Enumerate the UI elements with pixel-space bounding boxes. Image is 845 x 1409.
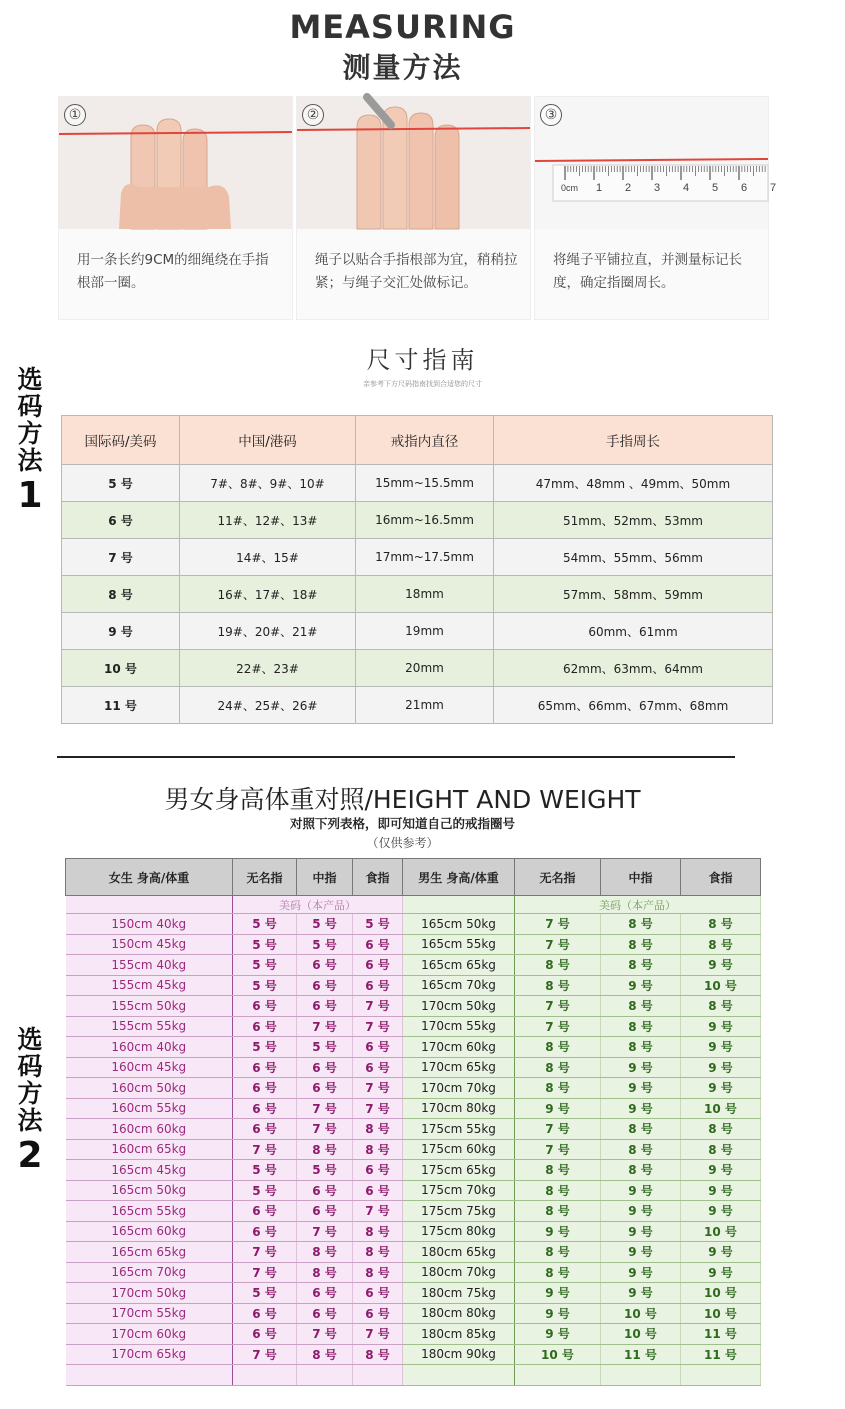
male-ring-finger: 7 号 — [515, 996, 601, 1017]
size-guide-header-row — [62, 416, 773, 465]
male-ring-finger: 9 号 — [515, 1324, 601, 1345]
male-height-weight: 165cm 50kg — [403, 914, 515, 935]
table-row — [66, 1283, 761, 1304]
height-weight-header-row — [66, 859, 761, 896]
female-index-finger: 7 号 — [353, 996, 403, 1017]
male-index-finger: 10 号 — [681, 1283, 761, 1304]
male-index-finger: 8 号 — [681, 914, 761, 935]
table-row — [62, 539, 773, 576]
step-1-text: 用一条长约9CM的细绳绕在手指根部一圈。 — [77, 252, 269, 291]
female-ring-finger: 6 号 — [233, 1078, 297, 1099]
male-ring-finger: 7 号 — [515, 1016, 601, 1037]
female-ring-finger: 5 号 — [233, 914, 297, 935]
cell-diameter: 17mm~17.5mm — [356, 539, 494, 576]
male-ring-finger: 8 号 — [515, 1160, 601, 1181]
female-index-finger: 8 号 — [353, 1139, 403, 1160]
male-ring-finger: 8 号 — [515, 1242, 601, 1263]
female-height-weight: 160cm 55kg — [66, 1098, 233, 1119]
table-row — [66, 934, 761, 955]
male-unit-subheader: 美码（本产品） — [515, 896, 761, 914]
step-3-text: 将绳子平铺拉直，并测量标记长度，确定指圈周长。 — [553, 252, 742, 291]
col-header-ring-finger-f: 无名指 — [233, 859, 297, 896]
female-index-finger: 6 号 — [353, 955, 403, 976]
male-index-finger: 9 号 — [681, 1201, 761, 1222]
male-middle-finger: 10 号 — [601, 1324, 681, 1345]
female-index-finger: 7 号 — [353, 1098, 403, 1119]
male-index-finger: 9 号 — [681, 1057, 761, 1078]
female-middle-finger: 8 号 — [297, 1139, 353, 1160]
male-index-finger: 10 号 — [681, 1303, 761, 1324]
male-index-finger: 8 号 — [681, 1139, 761, 1160]
table-row — [66, 1037, 761, 1058]
cell-circumference: 62mm、63mm、64mm — [494, 650, 773, 687]
step-2-number: ② — [302, 104, 324, 126]
table-row — [66, 1119, 761, 1140]
male-ring-finger: 9 号 — [515, 1098, 601, 1119]
female-ring-finger: 6 号 — [233, 1119, 297, 1140]
male-height-weight: 175cm 55kg — [403, 1119, 515, 1140]
female-middle-finger: 6 号 — [297, 1283, 353, 1304]
male-index-finger: 10 号 — [681, 1098, 761, 1119]
table-row — [66, 1160, 761, 1181]
table-row — [62, 502, 773, 539]
female-ring-finger: 6 号 — [233, 1221, 297, 1242]
male-ring-finger: 8 号 — [515, 1201, 601, 1222]
male-middle-finger: 9 号 — [601, 1098, 681, 1119]
female-index-finger: 6 号 — [353, 1180, 403, 1201]
female-index-finger: 8 号 — [353, 1344, 403, 1365]
cell-cn: 16#、17#、18# — [180, 576, 356, 613]
male-index-finger: 11 号 — [681, 1324, 761, 1345]
male-height-weight: 170cm 55kg — [403, 1016, 515, 1037]
size-guide-subtitle: 亲参考下方尺码指南找到合适您的尺寸 — [363, 380, 482, 388]
male-height-weight: 180cm 85kg — [403, 1324, 515, 1345]
male-ring-finger: 8 号 — [515, 1078, 601, 1099]
ruler-label: 6 — [741, 182, 748, 194]
empty-cell — [297, 1365, 353, 1386]
male-height-weight: 175cm 75kg — [403, 1201, 515, 1222]
section-divider — [57, 756, 735, 758]
female-height-weight: 165cm 60kg — [66, 1221, 233, 1242]
cell-size: 10 号 — [62, 650, 180, 687]
female-subheader-spacer — [66, 896, 233, 914]
col-header-ring-finger-m: 无名指 — [515, 859, 601, 896]
male-height-weight: 170cm 70kg — [403, 1078, 515, 1099]
male-index-finger: 8 号 — [681, 934, 761, 955]
female-index-finger: 5 号 — [353, 914, 403, 935]
male-ring-finger: 7 号 — [515, 1119, 601, 1140]
table-row — [66, 955, 761, 976]
table-row — [66, 1221, 761, 1242]
height-weight-title: 男女身高体重对照/HEIGHT AND WEIGHT — [164, 785, 641, 814]
female-ring-finger: 7 号 — [233, 1139, 297, 1160]
male-ring-finger: 9 号 — [515, 1303, 601, 1324]
hand-string-illustration — [59, 97, 292, 229]
cell-size: 5 号 — [62, 465, 180, 502]
female-middle-finger: 7 号 — [297, 1119, 353, 1140]
female-ring-finger: 7 号 — [233, 1344, 297, 1365]
method-1-text: 选码方法 — [17, 365, 43, 475]
female-height-weight: 170cm 65kg — [66, 1344, 233, 1365]
male-ring-finger: 7 号 — [515, 914, 601, 935]
female-middle-finger: 6 号 — [297, 955, 353, 976]
step-3-card — [534, 96, 777, 320]
female-ring-finger: 6 号 — [233, 1303, 297, 1324]
height-weight-note: （仅供参考） — [366, 836, 439, 850]
male-ring-finger: 9 号 — [515, 1221, 601, 1242]
table-row — [66, 1262, 761, 1283]
male-ring-finger: 9 号 — [515, 1283, 601, 1304]
male-height-weight: 170cm 50kg — [403, 996, 515, 1017]
female-middle-finger: 7 号 — [297, 1221, 353, 1242]
step-3-photo — [535, 97, 777, 229]
female-index-finger: 6 号 — [353, 1303, 403, 1324]
male-index-finger: 9 号 — [681, 1037, 761, 1058]
male-height-weight: 180cm 90kg — [403, 1344, 515, 1365]
ruler-illustration — [535, 97, 777, 229]
female-middle-finger: 5 号 — [297, 934, 353, 955]
female-index-finger: 6 号 — [353, 934, 403, 955]
female-height-weight: 170cm 50kg — [66, 1283, 233, 1304]
female-ring-finger: 6 号 — [233, 996, 297, 1017]
ruler-label: 0cm — [561, 183, 579, 193]
female-height-weight: 165cm 70kg — [66, 1262, 233, 1283]
female-middle-finger: 8 号 — [297, 1344, 353, 1365]
table-row — [66, 1201, 761, 1222]
male-ring-finger: 10 号 — [515, 1344, 601, 1365]
col-header-male: 男生 身高/体重 — [403, 859, 515, 896]
female-middle-finger: 6 号 — [297, 996, 353, 1017]
size-guide-table — [61, 415, 773, 724]
cell-size: 8 号 — [62, 576, 180, 613]
height-weight-table — [65, 858, 761, 1386]
female-middle-finger: 5 号 — [297, 1160, 353, 1181]
male-height-weight: 175cm 65kg — [403, 1160, 515, 1181]
female-index-finger: 8 号 — [353, 1119, 403, 1140]
table-row-empty — [66, 1365, 761, 1386]
female-ring-finger: 5 号 — [233, 1037, 297, 1058]
male-ring-finger: 8 号 — [515, 1057, 601, 1078]
col-header-female: 女生 身高/体重 — [66, 859, 233, 896]
female-height-weight: 160cm 45kg — [66, 1057, 233, 1078]
female-index-finger: 6 号 — [353, 1057, 403, 1078]
male-middle-finger: 8 号 — [601, 934, 681, 955]
ruler-label: 7 — [770, 182, 777, 194]
col-header-circumference: 手指周长 — [494, 416, 773, 465]
table-row — [66, 1324, 761, 1345]
male-height-weight: 180cm 65kg — [403, 1242, 515, 1263]
female-index-finger: 8 号 — [353, 1262, 403, 1283]
female-middle-finger: 8 号 — [297, 1262, 353, 1283]
female-index-finger: 7 号 — [353, 1324, 403, 1345]
female-height-weight: 160cm 65kg — [66, 1139, 233, 1160]
cell-diameter: 18mm — [356, 576, 494, 613]
female-middle-finger: 6 号 — [297, 1303, 353, 1324]
male-middle-finger: 8 号 — [601, 955, 681, 976]
female-index-finger: 6 号 — [353, 1283, 403, 1304]
male-index-finger: 9 号 — [681, 1078, 761, 1099]
method-2-label — [12, 1026, 48, 1178]
cell-circumference: 54mm、55mm、56mm — [494, 539, 773, 576]
male-middle-finger: 9 号 — [601, 1221, 681, 1242]
male-height-weight: 175cm 80kg — [403, 1221, 515, 1242]
female-unit-subheader: 美码（本产品） — [233, 896, 403, 914]
female-middle-finger: 8 号 — [297, 1242, 353, 1263]
cell-circumference: 57mm、58mm、59mm — [494, 576, 773, 613]
male-height-weight: 175cm 60kg — [403, 1139, 515, 1160]
male-index-finger: 9 号 — [681, 1016, 761, 1037]
female-height-weight: 155cm 55kg — [66, 1016, 233, 1037]
male-index-finger: 9 号 — [681, 1242, 761, 1263]
size-guide-title: 尺寸指南 — [366, 346, 479, 374]
step-1-number: ① — [64, 104, 86, 126]
col-header-diameter: 戒指内直径 — [356, 416, 494, 465]
male-middle-finger: 11 号 — [601, 1344, 681, 1365]
empty-cell — [515, 1365, 601, 1386]
table-row — [62, 613, 773, 650]
cell-circumference: 47mm、48mm 、49mm、50mm — [494, 465, 773, 502]
female-middle-finger: 6 号 — [297, 975, 353, 996]
cell-circumference: 51mm、52mm、53mm — [494, 502, 773, 539]
male-middle-finger: 8 号 — [601, 1139, 681, 1160]
table-row — [66, 1098, 761, 1119]
female-middle-finger: 7 号 — [297, 1324, 353, 1345]
cell-size: 9 号 — [62, 613, 180, 650]
step-2-photo — [297, 97, 530, 229]
female-height-weight: 150cm 40kg — [66, 914, 233, 935]
male-index-finger: 8 号 — [681, 996, 761, 1017]
step-2-text: 绳子以贴合手指根部为宜，稍稍拉紧；与绳子交汇处做标记。 — [315, 252, 518, 291]
table-row — [66, 1078, 761, 1099]
method-1-number: 1 — [17, 475, 43, 516]
cell-cn: 19#、20#、21# — [180, 613, 356, 650]
female-height-weight: 155cm 50kg — [66, 996, 233, 1017]
male-index-finger: 9 号 — [681, 1160, 761, 1181]
col-header-index-finger-f: 食指 — [353, 859, 403, 896]
male-height-weight: 165cm 65kg — [403, 955, 515, 976]
female-height-weight: 170cm 55kg — [66, 1303, 233, 1324]
female-height-weight: 170cm 60kg — [66, 1324, 233, 1345]
step-1-card — [58, 96, 293, 320]
male-ring-finger: 8 号 — [515, 975, 601, 996]
step-3-number: ③ — [540, 104, 562, 126]
male-ring-finger: 7 号 — [515, 1139, 601, 1160]
female-ring-finger: 6 号 — [233, 1324, 297, 1345]
male-middle-finger: 8 号 — [601, 1016, 681, 1037]
table-row — [66, 996, 761, 1017]
female-middle-finger: 6 号 — [297, 1078, 353, 1099]
step-2-card — [296, 96, 531, 320]
ruler-label: 5 — [712, 182, 719, 194]
female-index-finger: 8 号 — [353, 1221, 403, 1242]
female-index-finger: 6 号 — [353, 975, 403, 996]
col-header-index-finger-m: 食指 — [681, 859, 761, 896]
female-middle-finger: 5 号 — [297, 914, 353, 935]
male-height-weight: 170cm 80kg — [403, 1098, 515, 1119]
male-middle-finger: 8 号 — [601, 1119, 681, 1140]
female-height-weight: 160cm 50kg — [66, 1078, 233, 1099]
female-ring-finger: 7 号 — [233, 1242, 297, 1263]
female-height-weight: 165cm 65kg — [66, 1242, 233, 1263]
male-middle-finger: 9 号 — [601, 1242, 681, 1263]
page-title-cn: 测量方法 — [342, 51, 463, 84]
ruler-label: 1 — [596, 182, 603, 194]
cell-size: 6 号 — [62, 502, 180, 539]
male-height-weight: 165cm 70kg — [403, 975, 515, 996]
male-ring-finger: 8 号 — [515, 1037, 601, 1058]
female-height-weight: 165cm 45kg — [66, 1160, 233, 1181]
cell-circumference: 65mm、66mm、67mm、68mm — [494, 687, 773, 724]
female-index-finger: 7 号 — [353, 1078, 403, 1099]
female-middle-finger: 7 号 — [297, 1016, 353, 1037]
female-ring-finger: 5 号 — [233, 1180, 297, 1201]
male-middle-finger: 9 号 — [601, 1078, 681, 1099]
female-ring-finger: 5 号 — [233, 955, 297, 976]
female-ring-finger: 7 号 — [233, 1262, 297, 1283]
table-row — [66, 1057, 761, 1078]
female-height-weight: 155cm 45kg — [66, 975, 233, 996]
female-height-weight: 160cm 60kg — [66, 1119, 233, 1140]
male-middle-finger: 9 号 — [601, 1057, 681, 1078]
male-index-finger: 9 号 — [681, 1180, 761, 1201]
male-height-weight: 180cm 75kg — [403, 1283, 515, 1304]
page-title-en: MEASURING — [289, 8, 516, 46]
table-row — [62, 576, 773, 613]
male-height-weight: 180cm 80kg — [403, 1303, 515, 1324]
table-row — [66, 1344, 761, 1365]
table-row — [66, 914, 761, 935]
empty-cell — [353, 1365, 403, 1386]
male-index-finger: 10 号 — [681, 1221, 761, 1242]
male-index-finger: 9 号 — [681, 955, 761, 976]
male-middle-finger: 8 号 — [601, 1160, 681, 1181]
female-middle-finger: 6 号 — [297, 1201, 353, 1222]
female-ring-finger: 5 号 — [233, 934, 297, 955]
cell-cn: 11#、12#、13# — [180, 502, 356, 539]
female-height-weight: 165cm 50kg — [66, 1180, 233, 1201]
female-ring-finger: 6 号 — [233, 1057, 297, 1078]
empty-cell — [233, 1365, 297, 1386]
col-header-intl: 国际码/美码 — [62, 416, 180, 465]
ruler-label: 2 — [625, 182, 632, 194]
male-middle-finger: 8 号 — [601, 996, 681, 1017]
col-header-middle-finger-f: 中指 — [297, 859, 353, 896]
male-height-weight: 170cm 65kg — [403, 1057, 515, 1078]
male-subheader-spacer — [403, 896, 515, 914]
female-ring-finger: 5 号 — [233, 1160, 297, 1181]
male-height-weight: 165cm 55kg — [403, 934, 515, 955]
table-row — [66, 1180, 761, 1201]
male-ring-finger: 8 号 — [515, 1180, 601, 1201]
cell-cn: 14#、15# — [180, 539, 356, 576]
male-index-finger: 11 号 — [681, 1344, 761, 1365]
cell-size: 11 号 — [62, 687, 180, 724]
male-index-finger: 8 号 — [681, 1119, 761, 1140]
empty-cell — [66, 1365, 233, 1386]
col-header-cn-hk: 中国/港码 — [180, 416, 356, 465]
female-middle-finger: 5 号 — [297, 1037, 353, 1058]
female-height-weight: 165cm 55kg — [66, 1201, 233, 1222]
female-height-weight: 155cm 40kg — [66, 955, 233, 976]
table-row — [66, 1242, 761, 1263]
table-row — [66, 1016, 761, 1037]
male-middle-finger: 9 号 — [601, 1201, 681, 1222]
female-ring-finger: 6 号 — [233, 1016, 297, 1037]
female-ring-finger: 5 号 — [233, 1283, 297, 1304]
female-index-finger: 6 号 — [353, 1160, 403, 1181]
male-height-weight: 170cm 60kg — [403, 1037, 515, 1058]
step-1-photo — [59, 97, 292, 229]
empty-cell — [403, 1365, 515, 1386]
table-row — [66, 975, 761, 996]
male-middle-finger: 9 号 — [601, 1262, 681, 1283]
male-height-weight: 175cm 70kg — [403, 1180, 515, 1201]
male-index-finger: 9 号 — [681, 1262, 761, 1283]
male-middle-finger: 9 号 — [601, 1180, 681, 1201]
table-row — [62, 465, 773, 502]
male-ring-finger: 8 号 — [515, 955, 601, 976]
male-middle-finger: 8 号 — [601, 1037, 681, 1058]
male-height-weight: 180cm 70kg — [403, 1262, 515, 1283]
cell-cn: 22#、23# — [180, 650, 356, 687]
method-2-number: 2 — [17, 1135, 43, 1176]
male-ring-finger: 7 号 — [515, 934, 601, 955]
table-row — [62, 687, 773, 724]
table-row — [62, 650, 773, 687]
female-middle-finger: 6 号 — [297, 1057, 353, 1078]
empty-cell — [681, 1365, 761, 1386]
cell-cn: 24#、25#、26# — [180, 687, 356, 724]
female-index-finger: 6 号 — [353, 1037, 403, 1058]
male-ring-finger: 8 号 — [515, 1262, 601, 1283]
cell-diameter: 15mm~15.5mm — [356, 465, 494, 502]
cell-circumference: 60mm、61mm — [494, 613, 773, 650]
hand-mark-illustration — [297, 97, 530, 229]
female-ring-finger: 6 号 — [233, 1201, 297, 1222]
male-middle-finger: 9 号 — [601, 1283, 681, 1304]
female-index-finger: 7 号 — [353, 1201, 403, 1222]
height-weight-subtitle: 对照下列表格，即可知道自己的戒指圈号 — [289, 816, 515, 831]
ruler-label: 4 — [683, 182, 690, 194]
empty-cell — [601, 1365, 681, 1386]
female-ring-finger: 5 号 — [233, 975, 297, 996]
method-2-text: 选码方法 — [17, 1025, 43, 1135]
cell-diameter: 20mm — [356, 650, 494, 687]
cell-size: 7 号 — [62, 539, 180, 576]
cell-cn: 7#、8#、9#、10# — [180, 465, 356, 502]
female-height-weight: 150cm 45kg — [66, 934, 233, 955]
male-middle-finger: 10 号 — [601, 1303, 681, 1324]
col-header-middle-finger-m: 中指 — [601, 859, 681, 896]
female-index-finger: 7 号 — [353, 1016, 403, 1037]
table-row — [66, 1303, 761, 1324]
cell-diameter: 19mm — [356, 613, 494, 650]
female-height-weight: 160cm 40kg — [66, 1037, 233, 1058]
ruler-label: 3 — [654, 182, 661, 194]
male-middle-finger: 8 号 — [601, 914, 681, 935]
cell-diameter: 16mm~16.5mm — [356, 502, 494, 539]
unit-subheader-row — [66, 896, 761, 914]
female-index-finger: 8 号 — [353, 1242, 403, 1263]
table-row — [66, 1139, 761, 1160]
female-middle-finger: 7 号 — [297, 1098, 353, 1119]
cell-diameter: 21mm — [356, 687, 494, 724]
female-middle-finger: 6 号 — [297, 1180, 353, 1201]
female-ring-finger: 6 号 — [233, 1098, 297, 1119]
male-index-finger: 10 号 — [681, 975, 761, 996]
male-middle-finger: 9 号 — [601, 975, 681, 996]
